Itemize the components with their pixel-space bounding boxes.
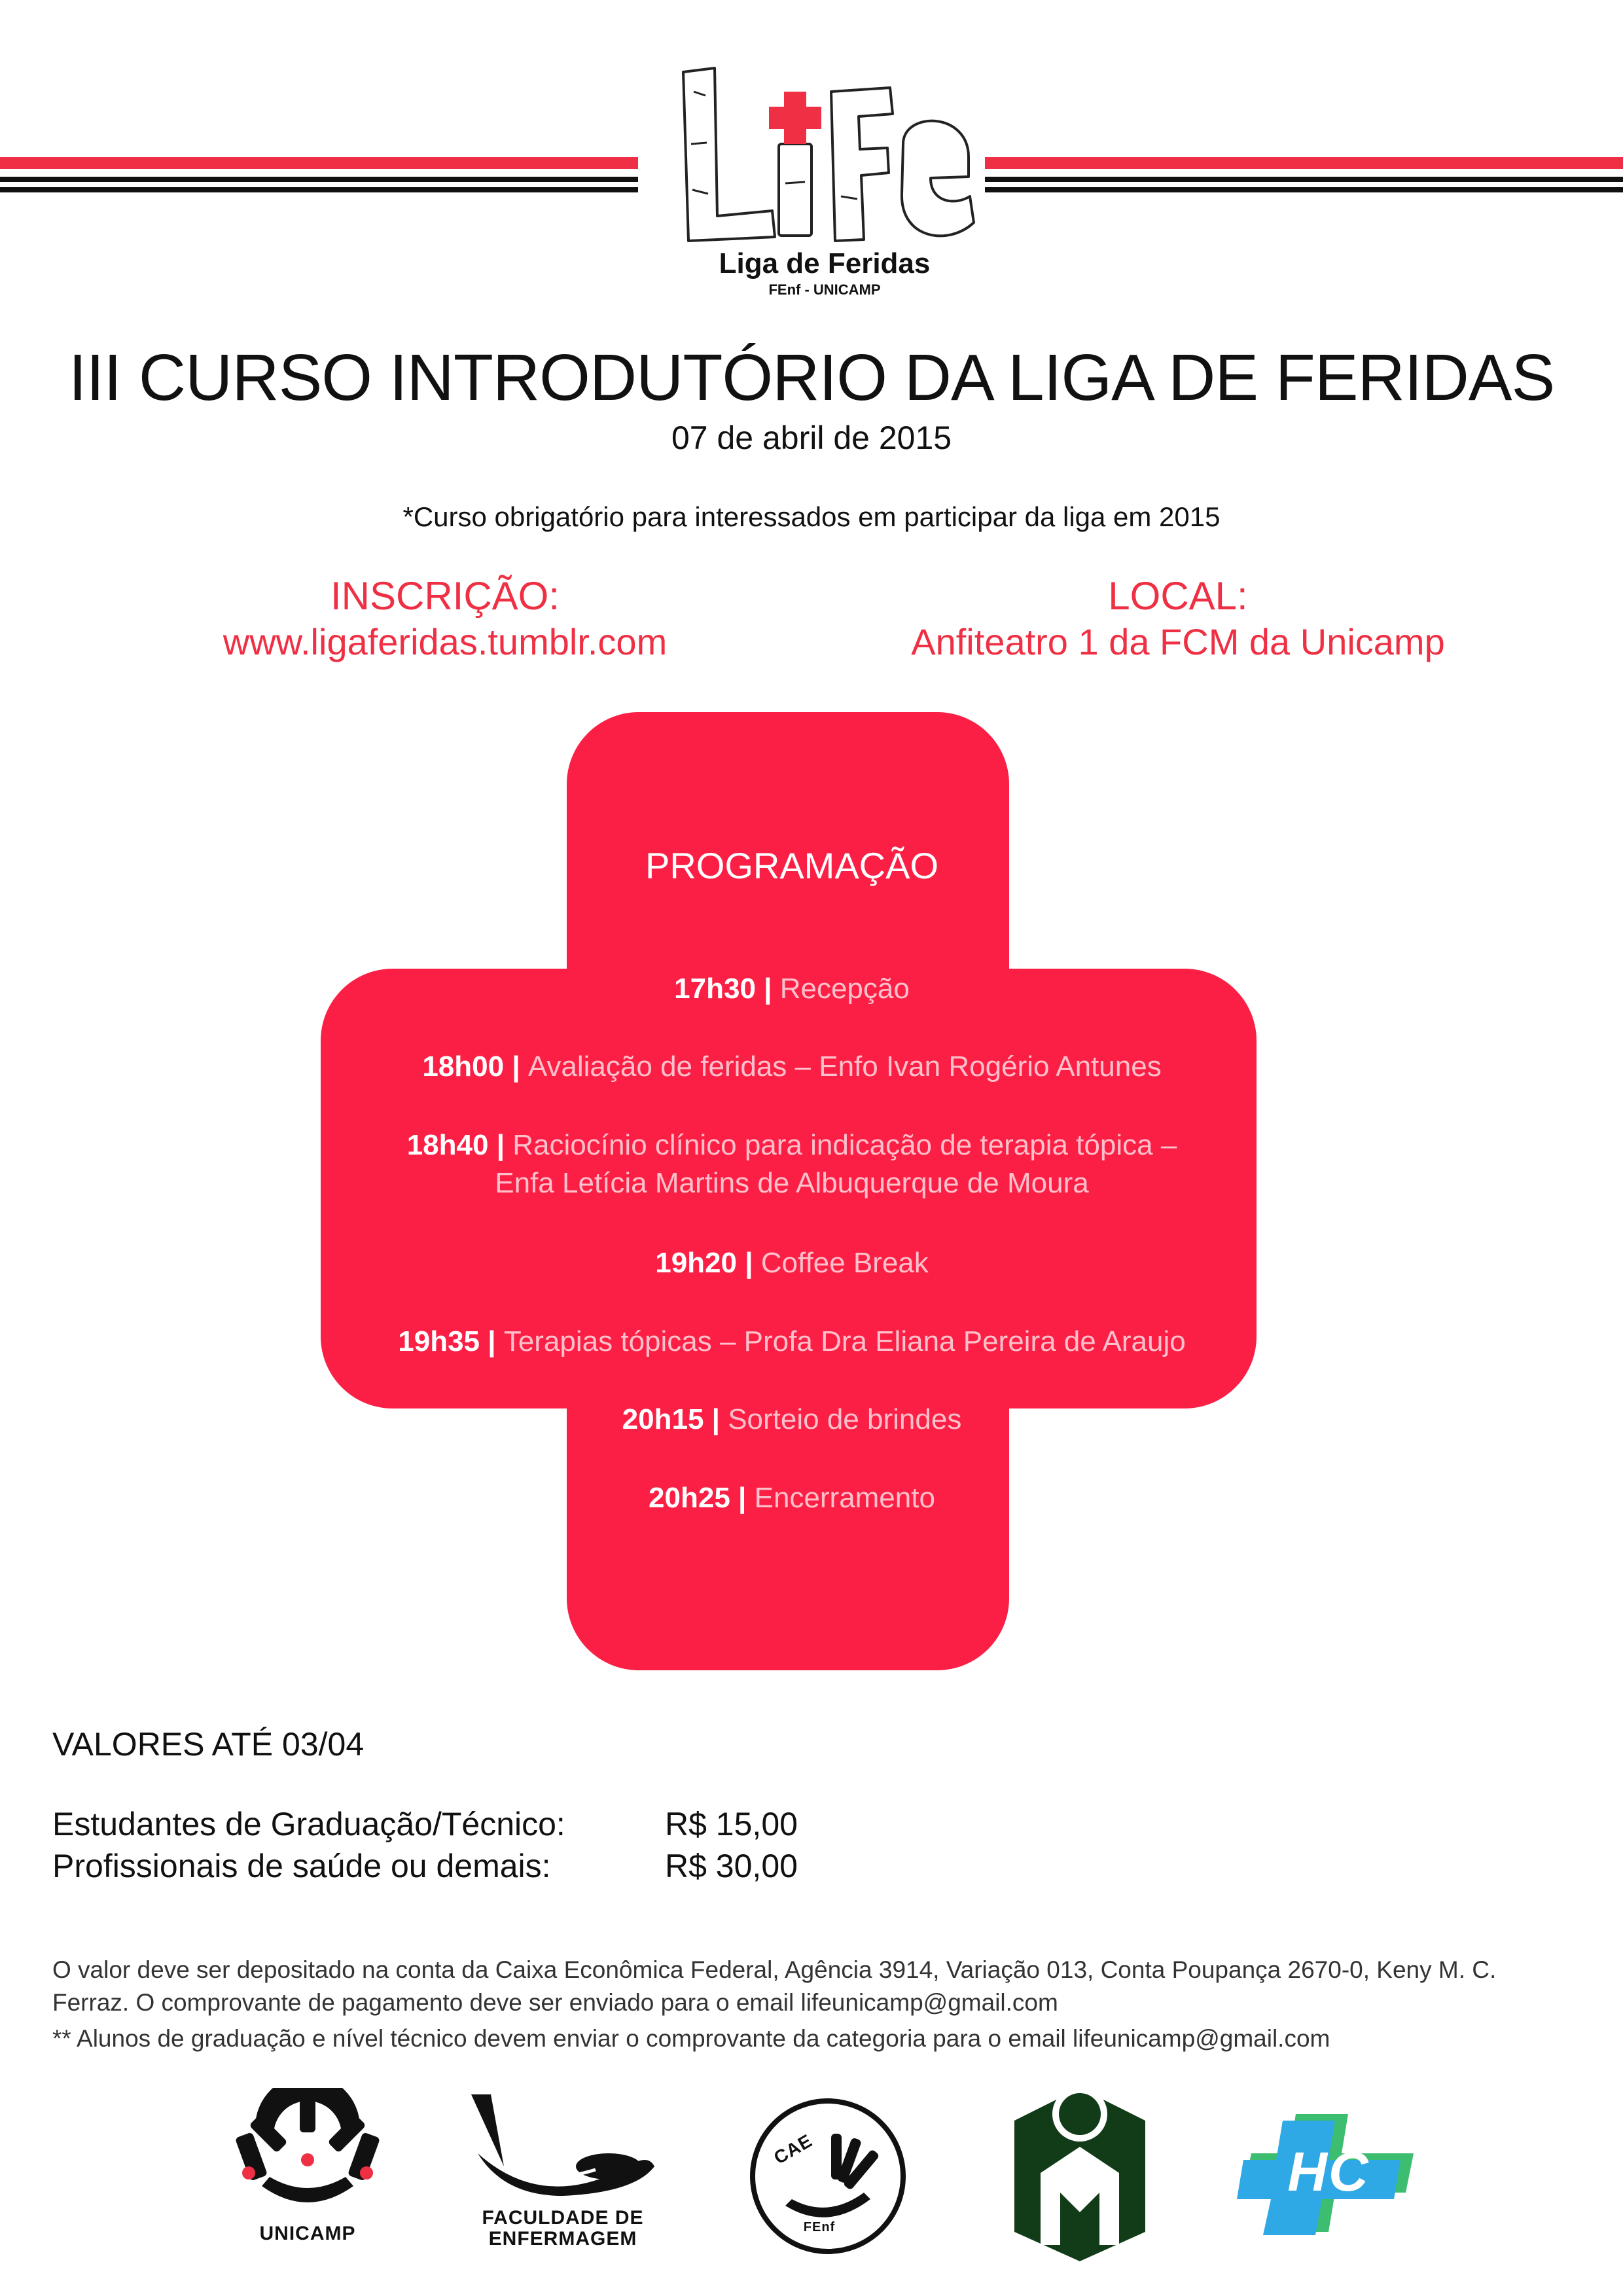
schedule-desc: Coffee Break (760, 1247, 929, 1279)
logo-subtitle: Liga de Feridas (719, 247, 931, 279)
valores-title: VALORES ATÉ 03/04 (52, 1726, 365, 1763)
student-proof-note: ** Alunos de graduação e nível técnico devem enviar o comprovante da categoria para o email lifeunicamp@gmail.com (52, 2025, 1330, 2052)
programacao-title: PROGRAMAÇÃO (645, 845, 939, 886)
schedule-item: 20h15 | Sorteio de brindes (622, 1403, 962, 1435)
schedule-desc: Avaliação de feridas – Enfo Ivan Rogério Antunes (527, 1050, 1162, 1083)
schedule-time: 19h35 (398, 1325, 480, 1357)
logo-subtitle-institution: FEnf - UNICAMP (768, 281, 881, 298)
schedule-item: 18h40 | Raciocínio clínico para indicação de terapia tópica – Enfa Letícia Martins de Albuquerque de Moura (406, 1129, 1177, 1199)
price-value-professionals: R$ 30,00 (665, 1848, 798, 1884)
header-stripe-right-red (985, 157, 1623, 169)
cae-caption-sub: FEnf (803, 2220, 836, 2234)
header-stripe-right-black (985, 177, 1623, 182)
page-title: III CURSO INTRODUTÓRIO DA LIGA DE FERIDAS (68, 341, 1555, 414)
hc-caption: HC (1287, 2141, 1370, 2202)
inscricao-link[interactable]: www.ligaferidas.tumblr.com (223, 621, 668, 662)
price-value-students: R$ 15,00 (665, 1806, 798, 1842)
header-stripe-right-black-2 (985, 187, 1623, 192)
header-stripe-left-red (0, 157, 638, 169)
event-date: 07 de abril de 2015 (671, 420, 952, 456)
schedule-desc: Terapias tópicas – Profa Dra Eliana Pereira de Araujo (503, 1325, 1186, 1357)
schedule-time: 20h15 (622, 1403, 704, 1435)
schedule-desc: Encerramento (754, 1482, 935, 1514)
fenf-caption-line2: ENFERMAGEM (488, 2228, 637, 2250)
mandatory-note: *Curso obrigatório para interessados em participar da liga em 2015 (402, 501, 1221, 532)
red-cross-icon (769, 92, 821, 144)
inscricao-label: INSCRIÇÃO: (330, 574, 560, 618)
life-logo (674, 65, 975, 262)
schedule-item: 19h35 | Terapias tópicas – Profa Dra Eliana Pereira de Araujo (398, 1325, 1186, 1357)
schedule-item: 18h00 | Avaliação de feridas – Enfo Ivan Rogério Antunes (422, 1050, 1162, 1083)
schedule-item: 19h20 | Coffee Break (655, 1247, 929, 1279)
price-label-professionals: Profissionais de saúde ou demais: (52, 1848, 551, 1884)
schedule-desc-continued: Enfa Letícia Martins de Albuquerque de Moura (495, 1167, 1089, 1199)
schedule-item: 20h25 | Encerramento (649, 1482, 935, 1514)
unicamp-logo-icon (229, 2088, 386, 2212)
schedule-time: 18h00 (422, 1050, 505, 1083)
schedule-desc: Recepção (779, 973, 910, 1005)
fenf-caption-line1: FACULDADE DE (482, 2207, 644, 2229)
fenf-logo-icon (465, 2088, 661, 2206)
schedule-desc: Sorteio de brindes (728, 1403, 962, 1435)
schedule-time: 19h20 (655, 1247, 737, 1279)
unicamp-caption: UNICAMP (259, 2223, 356, 2244)
header-stripe-left-black (0, 177, 638, 182)
schedule-time: 20h25 (649, 1482, 730, 1514)
hospital-shield-logo-icon (995, 2081, 1165, 2265)
price-label-students: Estudantes de Graduação/Técnico: (52, 1806, 565, 1842)
payment-instructions: O valor deve ser depositado na conta da Caixa Econômica Federal, Agência 3914, Variação 013, Conta Poupança 2670-0, Keny M. C. Ferraz. O comprovante de pagamento deve ser enviado para o email lifeunicamp@gmail.com (52, 1956, 1497, 2016)
header-stripe-left-black-2 (0, 187, 638, 192)
schedule-time: 17h30 (674, 973, 756, 1005)
local-value: Anfiteatro 1 da FCM da Unicamp (911, 621, 1445, 662)
schedule-time: 18h40 (406, 1129, 489, 1161)
cae-caption: CAE (770, 2130, 816, 2168)
schedule-item: 17h30 | Recepção (674, 973, 910, 1005)
schedule-desc: Raciocínio clínico para indicação de terapia tópica – (512, 1129, 1177, 1161)
local-label: LOCAL: (1108, 574, 1248, 618)
